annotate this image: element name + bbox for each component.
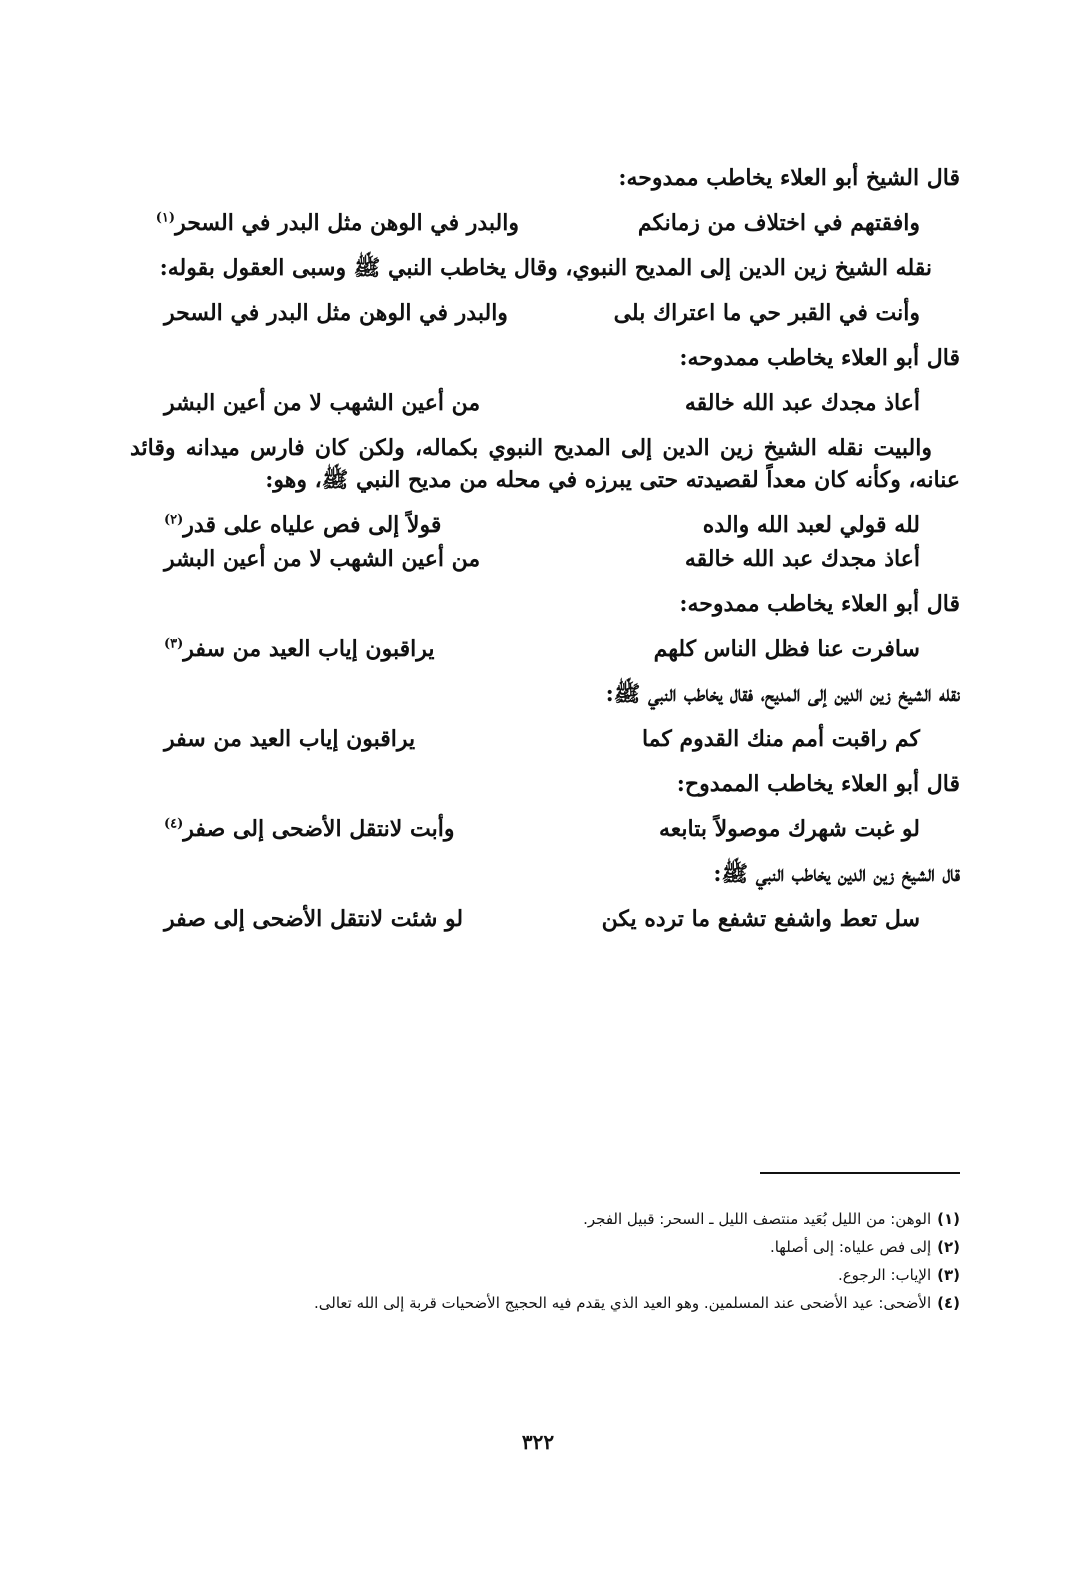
footnote-number: (١) [937, 1210, 960, 1228]
verse-second-hemistich-text: والبدر في الوهن مثل البدر في السحر [175, 210, 519, 236]
verse-second-hemistich [164, 632, 519, 666]
footnote-marker: (٣) [164, 636, 184, 652]
verse-second-hemistich-text: من أعين الشهب لا من أعين البشر [164, 546, 481, 572]
verse-second-hemistich-text: وأبت لانتقل الأضحى إلى صفر [183, 816, 455, 842]
verse-second-hemistich [164, 722, 519, 756]
footnote-marker: (٢) [164, 512, 184, 528]
footnote-number: (٤) [937, 1294, 960, 1312]
verse-first-hemistich: سل تعط واشفع تشفع ما ترده يكن [601, 906, 920, 932]
verse-line [130, 508, 960, 542]
footnotes [130, 1205, 960, 1317]
attribution-line: قال الشيخ زين الدين يخاطب النبي ﷺ: [713, 861, 960, 887]
verse-line [130, 722, 960, 756]
verse-block [130, 386, 960, 420]
footnote [130, 1261, 960, 1289]
footnote [130, 1289, 960, 1317]
verse-first-hemistich: لله قولي لعبد الله والده [702, 512, 920, 538]
verse-second-hemistich [155, 206, 519, 240]
verse-first-hemistich: وأنت في القبر حي ما اعتراك بلى [613, 300, 920, 326]
footnote [130, 1233, 960, 1261]
verse-block [130, 632, 960, 666]
attribution-line: نقله الشيخ زين الدين إلى المديح، فقال يخاطب النبي ﷺ: [605, 681, 960, 707]
verse-second-hemistich [164, 902, 519, 936]
verse-second-hemistich [164, 296, 519, 330]
verse-first-hemistich: أعاذ مجدك عبد الله خالقه [684, 390, 920, 416]
verse-block [130, 812, 960, 846]
footnote-text: الأضحى: عيد الأضحى عند المسلمين. وهو العيد الذي يقدم فيه الحجيج الأضحيات قربة إلى الله تعالى. [313, 1294, 932, 1312]
footnote-text: الوهن: من الليل بُعَيد منتصف الليل ـ السحر: قبيل الفجر. [583, 1210, 932, 1228]
verse-first-hemistich: سافرت عنا فظل الناس كلهم [653, 636, 920, 662]
verse-block [130, 296, 960, 330]
verse-line [130, 386, 960, 420]
verse-second-hemistich-text: والبدر في الوهن مثل البدر في السحر [164, 300, 508, 326]
attribution-line: قال أبو العلاء يخاطب الممدوح: [676, 771, 960, 797]
verse-block [130, 722, 960, 756]
footnote-text: الإياب: الرجوع. [837, 1266, 932, 1284]
main-text [130, 160, 960, 948]
footnote-number: (٣) [937, 1266, 960, 1284]
verse-line [130, 902, 960, 936]
footnote-number: (٢) [937, 1238, 960, 1256]
verse-block [130, 206, 960, 240]
footnote-text: إلى فص علياه: إلى أصلها. [769, 1238, 932, 1256]
footnote-marker: (١) [155, 210, 176, 226]
prose-paragraph: نقله الشيخ زين الدين إلى المديح النبوي، وقال يخاطب النبي ﷺ وسبى العقول بقوله: [159, 255, 932, 281]
prose-paragraph: والبيت نقله الشيخ زين الدين إلى المديح النبوي بكماله، ولكن كان فارس ميدانه وقائد عنانه، وكأنه كان معداً لقصيدته حتى يبرزه في محله من مديح النبي ﷺ، وهو: [130, 435, 960, 493]
verse-second-hemistich-text: لو شئت لانتقل الأضحى إلى صفر [164, 906, 464, 932]
verse-second-hemistich-text: يراقبون إياب العيد من سفر [183, 636, 435, 662]
verse-second-hemistich [164, 542, 519, 576]
verse-first-hemistich: وافقتهم في اختلاف من زمانكم [637, 210, 920, 236]
verse-line [130, 632, 960, 666]
footnote-divider [760, 1172, 960, 1174]
verse-line [130, 812, 960, 846]
footnote-marker: (٤) [164, 816, 184, 832]
verse-line [130, 542, 960, 576]
verse-first-hemistich: أعاذ مجدك عبد الله خالقه [684, 546, 920, 572]
verse-line [130, 296, 960, 330]
verse-second-hemistich-text: من أعين الشهب لا من أعين البشر [164, 390, 481, 416]
attribution-line: قال أبو العلاء يخاطب ممدوحه: [679, 591, 960, 617]
verse-second-hemistich-text: يراقبون إياب العيد من سفر [164, 726, 416, 752]
verse-first-hemistich: كم راقبت أمم منك القدوم كما [641, 726, 920, 752]
verse-block [130, 508, 960, 576]
verse-block [130, 902, 960, 936]
verse-second-hemistich [164, 812, 519, 846]
footnote [130, 1205, 960, 1233]
verse-second-hemistich [164, 508, 519, 542]
verse-line [130, 206, 960, 240]
verse-second-hemistich [164, 386, 519, 420]
verse-first-hemistich: لو غبت شهرك موصولاً بتابعه [658, 816, 920, 842]
attribution-line: قال أبو العلاء يخاطب ممدوحه: [679, 345, 960, 371]
verse-second-hemistich-text: قولاً إلى فص علياه على قدر [183, 512, 442, 538]
page-number: ٣٢٢ [521, 1430, 555, 1454]
attribution-line: قال الشيخ أبو العلاء يخاطب ممدوحه: [618, 165, 960, 191]
